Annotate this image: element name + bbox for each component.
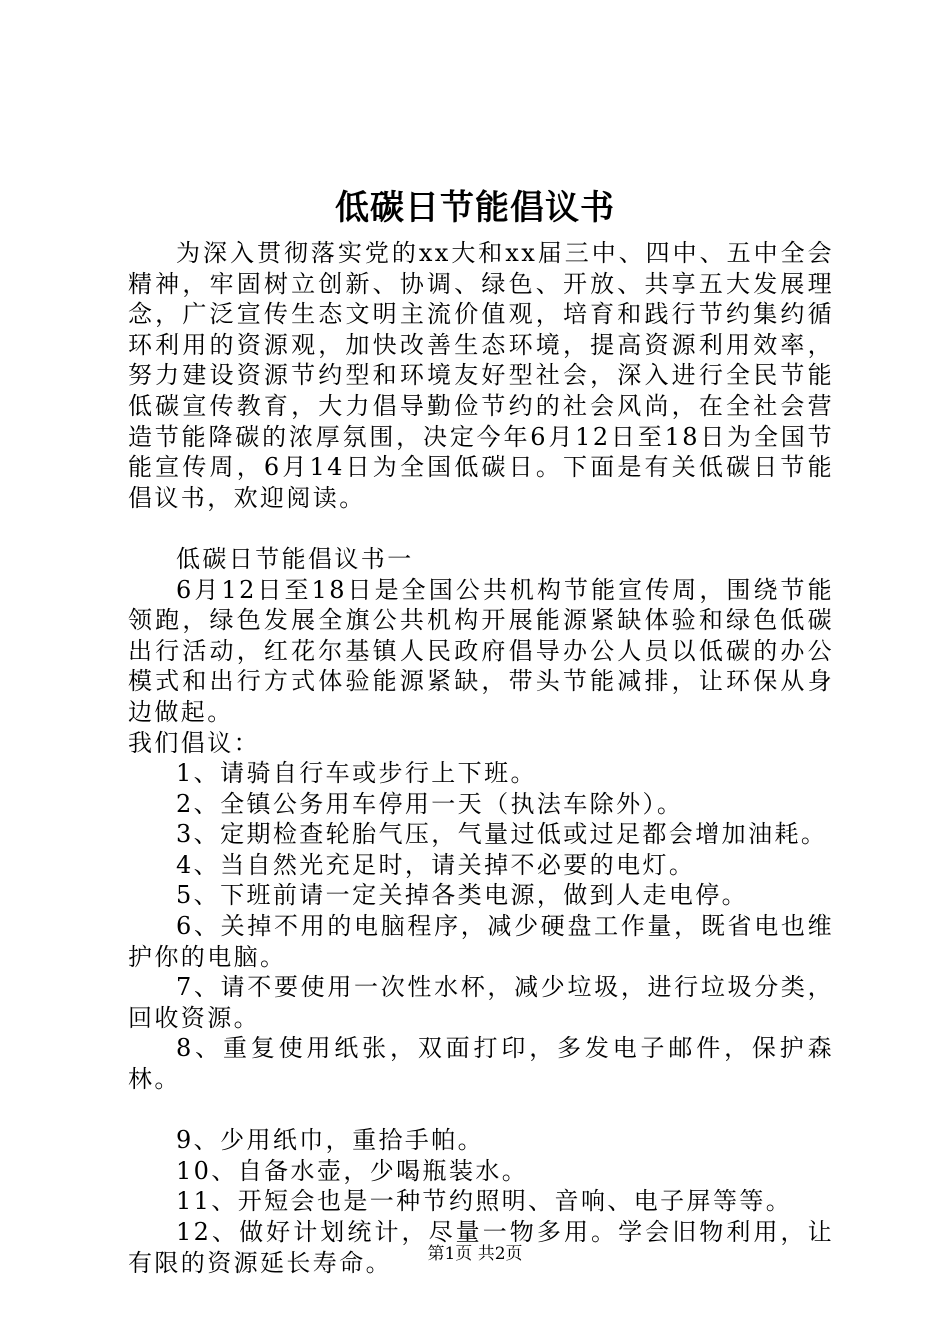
- proposal-item-6: 6、关掉不用的电脑程序，减少硬盘工作量，既省电也维护你的电脑。: [128, 912, 834, 971]
- section-heading: 低碳日节能倡议书一: [176, 544, 414, 573]
- proposal-item-10: 10、自备水壶，少喝瓶装水。: [176, 1156, 529, 1185]
- proposal-item-11: 11、开短会也是一种节约照明、音响、电子屏等等。: [176, 1187, 793, 1216]
- proposal-lead: 我们倡议：: [128, 728, 260, 757]
- section-intro-paragraph: 6月12日至18日是全国公共机构节能宣传周，围绕节能领跑，绿色发展全旗公共机构开展能源紧缺体验和绿色低碳出行活动，红花尔基镇人民政府倡导办公人员以低碳的办公模式和出行方式体验能源紧缺，带头节能减排，让环保从身边做起。: [128, 575, 834, 726]
- proposal-item-4: 4、当自然光充足时，请关掉不必要的电灯。: [176, 850, 696, 879]
- proposal-item-9: 9、少用纸巾，重拾手帕。: [176, 1126, 485, 1155]
- paragraph-spacer: [128, 513, 834, 544]
- proposal-item-3: 3、定期检查轮胎气压，气量过低或过足都会增加油耗。: [176, 820, 828, 849]
- proposal-item-8: 8、重复使用纸张，双面打印，多发电子邮件，保护森林。: [128, 1034, 834, 1094]
- paragraph-spacer: [128, 1095, 834, 1126]
- document-title: 低碳日节能倡议书: [335, 188, 615, 228]
- document-body: [128, 238, 834, 1278]
- intro-paragraph: 为深入贯彻落实党的xx大和xx届三中、四中、五中全会精神，牢固树立创新、协调、绿色、开放、共享五大发展理念，广泛宣传生态文明主流价值观，培育和践行节约集约循环利用的资源观，加快改善生态环境，提高资源利用效率，努力建设资源节约型和环境友好型社会，深入进行全民节能低碳宣传教育，大力倡导勤俭节约的社会风尚，在全社会营造节能降碳的浓厚氛围，决定今年6月12日至18日为全国节能宣传周，6月14日为全国低碳日。下面是有关低碳日节能倡议书，欢迎阅读。: [128, 239, 834, 512]
- proposal-item-5: 5、下班前请一定关掉各类电源，做到人走电停。: [176, 881, 749, 910]
- proposal-item-2: 2、全镇公务用车停用一天（执法车除外）。: [176, 789, 684, 818]
- proposal-item-1: 1、请骑自行车或步行上下班。: [176, 759, 537, 788]
- proposal-item-12: 12、做好计划统计，尽量一物多用。学会旧物利用，让有限的资源延长寿命。: [128, 1218, 834, 1277]
- page-indicator: 第1页 共2页: [427, 1244, 523, 1264]
- proposal-item-7: 7、请不要使用一次性水杯，减少垃圾，进行垃圾分类，回收资源。: [128, 973, 834, 1032]
